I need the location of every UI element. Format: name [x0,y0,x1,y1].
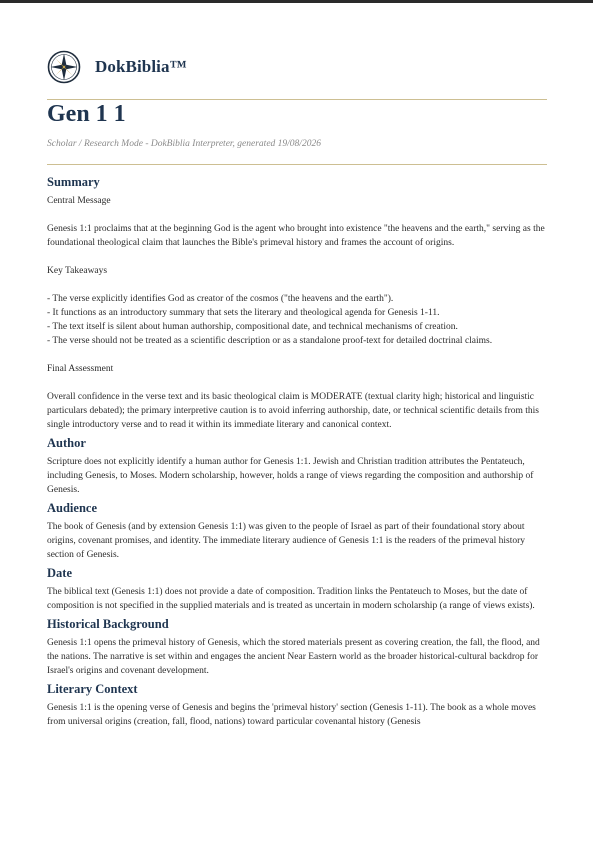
author-heading: Author [47,436,86,450]
brand-name: DokBiblia™ [95,57,187,76]
page-title: Gen 1 1 [47,101,126,127]
compass-logo-icon [47,50,81,84]
date-section [47,565,547,613]
generation-meta: Scholar / Research Mode - DokBiblia Interpreter, generated 19/08/2026 [47,139,321,149]
takeaway-item: - The text itself is silent about human authorship, compositional date, and technical mechanisms of creation. [47,322,458,332]
meta-divider [47,164,547,165]
final-assessment-label: Final Assessment [47,364,114,374]
takeaway-item: - The verse explicitly identifies God as creator of the cosmos ("the heavens and the earth"). [47,294,394,304]
key-takeaways-list [47,292,547,348]
document-content [47,174,547,729]
takeaway-item: - It functions as an introductory summary that sets the literary and theological agenda for Genesis 1-11. [47,308,440,318]
central-message-label: Central Message [47,196,111,206]
historical-background-section [47,616,547,678]
author-text: Scripture does not explicitly identify a human author for Genesis 1:1. Jewish and Christian tradition attributes the Pentateuch, including Genesis, to Moses. Modern scholarship, however, holds a range of views regarding the composition and authorship of Genesis. [47,457,534,495]
historical-background-text: Genesis 1:1 opens the primeval history of Genesis, which the stored materials present as covering creation, the fall, the flood, and the nations. The narrative is set within and engages the ancient Near Eastern world as the broader historical-cultural backdrop for Israel's origins and covenant development. [47,638,540,676]
summary-heading: Summary [47,175,100,189]
literary-context-section [47,681,547,729]
summary-section [47,174,547,432]
literary-context-text: Genesis 1:1 is the opening verse of Genesis and begins the 'primeval history' section (Genesis 1-11). The book as a whole moves from universal origins (creation, fall, flood, nations) toward particular covenantal history (Genesis [47,703,536,727]
date-text: The biblical text (Genesis 1:1) does not provide a date of composition. Tradition links the Pentateuch to Moses, but the date of composition is not specified in the supplied materials and is treated as uncertain in modern scholarship (a range of views exists). [47,587,535,611]
date-heading: Date [47,566,72,580]
central-message-text: Genesis 1:1 proclaims that at the beginning God is the agent who brought into existence "the heavens and the earth," serving as the foundational theological claim that launches the Bible's primeval history and frames the account of origins. [47,224,545,248]
literary-context-heading: Literary Context [47,682,138,696]
author-section [47,435,547,497]
final-assessment-text: Overall confidence in the verse text and its basic theological claim is MODERATE (textual clarity high; historical and linguistic particulars debated); the primary interpretive caution is to avoid inferring authorship, date, or technical scientific details from this single introductory verse and to read it within its immediate literary and canonical context. [47,392,539,430]
audience-heading: Audience [47,501,97,515]
brand-header [47,50,187,84]
top-border [0,0,593,3]
takeaway-item: - The verse should not be treated as a scientific description or as a standalone proof-text for detailed doctrinal claims. [47,336,493,346]
historical-background-heading: Historical Background [47,617,169,631]
audience-section [47,500,547,562]
audience-text: The book of Genesis (and by extension Genesis 1:1) was given to the people of Israel as part of their foundational story about origins, covenant promises, and identity. The immediate literary audience of Genesis 1:1 is the readers of the primeval history section of Genesis. [47,522,526,560]
key-takeaways-label: Key Takeaways [47,266,108,276]
